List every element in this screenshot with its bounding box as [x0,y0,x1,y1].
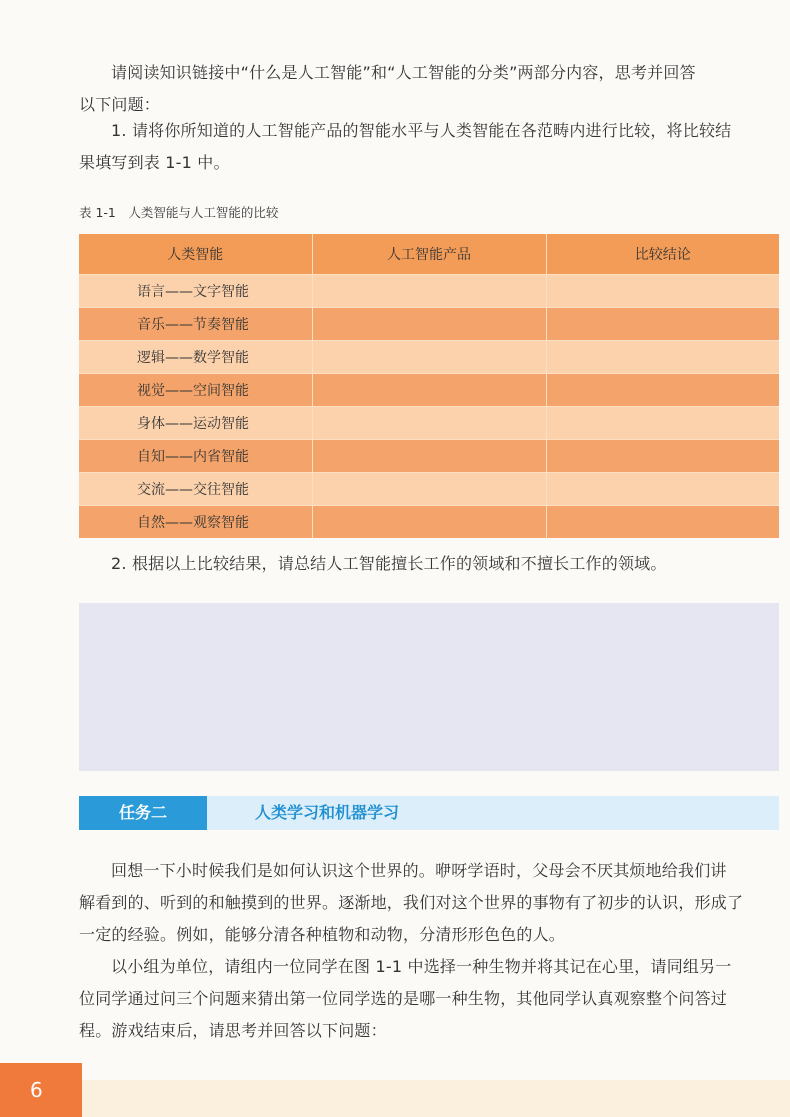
row-label: 交流——交往智能 [79,473,312,506]
ai-product-cell[interactable] [312,308,546,341]
table-header-row [79,234,779,275]
page-number: 6 [30,1078,43,1102]
row-label: 视觉——空间智能 [79,374,312,407]
conclusion-cell[interactable] [546,440,779,473]
body-p1-line-1: 回想一下小时候我们是如何认识这个世界的。咿呀学语时，父母会不厌其烦地给我们讲 [111,861,727,880]
table-row [79,308,779,341]
conclusion-cell[interactable] [546,308,779,341]
task-header-bar [79,796,779,830]
table-row [79,275,779,308]
ai-product-cell[interactable] [312,440,546,473]
table-row [79,374,779,407]
footer-strip [82,1080,790,1117]
question-2: 2. 根据以上比较结果，请总结人工智能擅长工作的领域和不擅长工作的领域。 [111,554,667,573]
header-ai-product: 人工智能产品 [312,234,546,275]
task-title: 人类学习和机器学习 [255,803,400,822]
table-row [79,407,779,440]
ai-product-cell[interactable] [312,374,546,407]
conclusion-cell[interactable] [546,275,779,308]
ai-product-cell[interactable] [312,275,546,308]
body-p1-line-3: 一定的经验。例如，能够分清各种植物和动物，分清形形色色的人。 [79,925,566,944]
row-label: 自知——内省智能 [79,440,312,473]
row-label: 身体——运动智能 [79,407,312,440]
question-1-line-2: 果填写到表 1-1 中。 [79,153,230,172]
row-label: 逻辑——数学智能 [79,341,312,374]
conclusion-cell[interactable] [546,506,779,539]
ai-product-cell[interactable] [312,506,546,539]
header-conclusion: 比较结论 [546,234,779,275]
ai-product-cell[interactable] [312,341,546,374]
row-label: 自然——观察智能 [79,506,312,539]
row-label: 音乐——节奏智能 [79,308,312,341]
conclusion-cell[interactable] [546,341,779,374]
conclusion-cell[interactable] [546,407,779,440]
conclusion-cell[interactable] [546,374,779,407]
intro-line-2: 以下问题： [79,95,161,114]
row-label: 语言——文字智能 [79,275,312,308]
table-row [79,506,779,539]
body-p2-line-2: 位同学通过问三个问题来猜出第一位同学选的是哪一种生物，其他同学认真观察整个问答过 [79,989,728,1008]
table-caption: 表 1-1 人类智能与人工智能的比较 [79,205,279,220]
ai-product-cell[interactable] [312,407,546,440]
table-row [79,440,779,473]
body-p2-line-3: 程。游戏结束后，请思考并回答以下问题： [79,1021,387,1040]
intro-line-1: 请阅读知识链接中“什么是人工智能”和“人工智能的分类”两部分内容，思考并回答 [111,63,696,82]
table-row [79,341,779,374]
answer-area[interactable] [79,603,779,771]
body-p1-line-2: 解看到的、听到的和触摸到的世界。逐渐地，我们对这个世界的事物有了初步的认识，形成了 [79,893,744,912]
ai-product-cell[interactable] [312,473,546,506]
task-label: 任务二 [79,796,207,830]
conclusion-cell[interactable] [546,473,779,506]
comparison-table [79,234,779,538]
body-p2-line-1: 以小组为单位，请组内一位同学在图 1-1 中选择一种生物并将其记在心里，请同组另一 [111,957,732,976]
header-human-intelligence: 人类智能 [79,234,312,275]
question-1-line-1: 1. 请将你所知道的人工智能产品的智能水平与人类智能在各范畴内进行比较，将比较结 [111,121,732,140]
table-row [79,473,779,506]
